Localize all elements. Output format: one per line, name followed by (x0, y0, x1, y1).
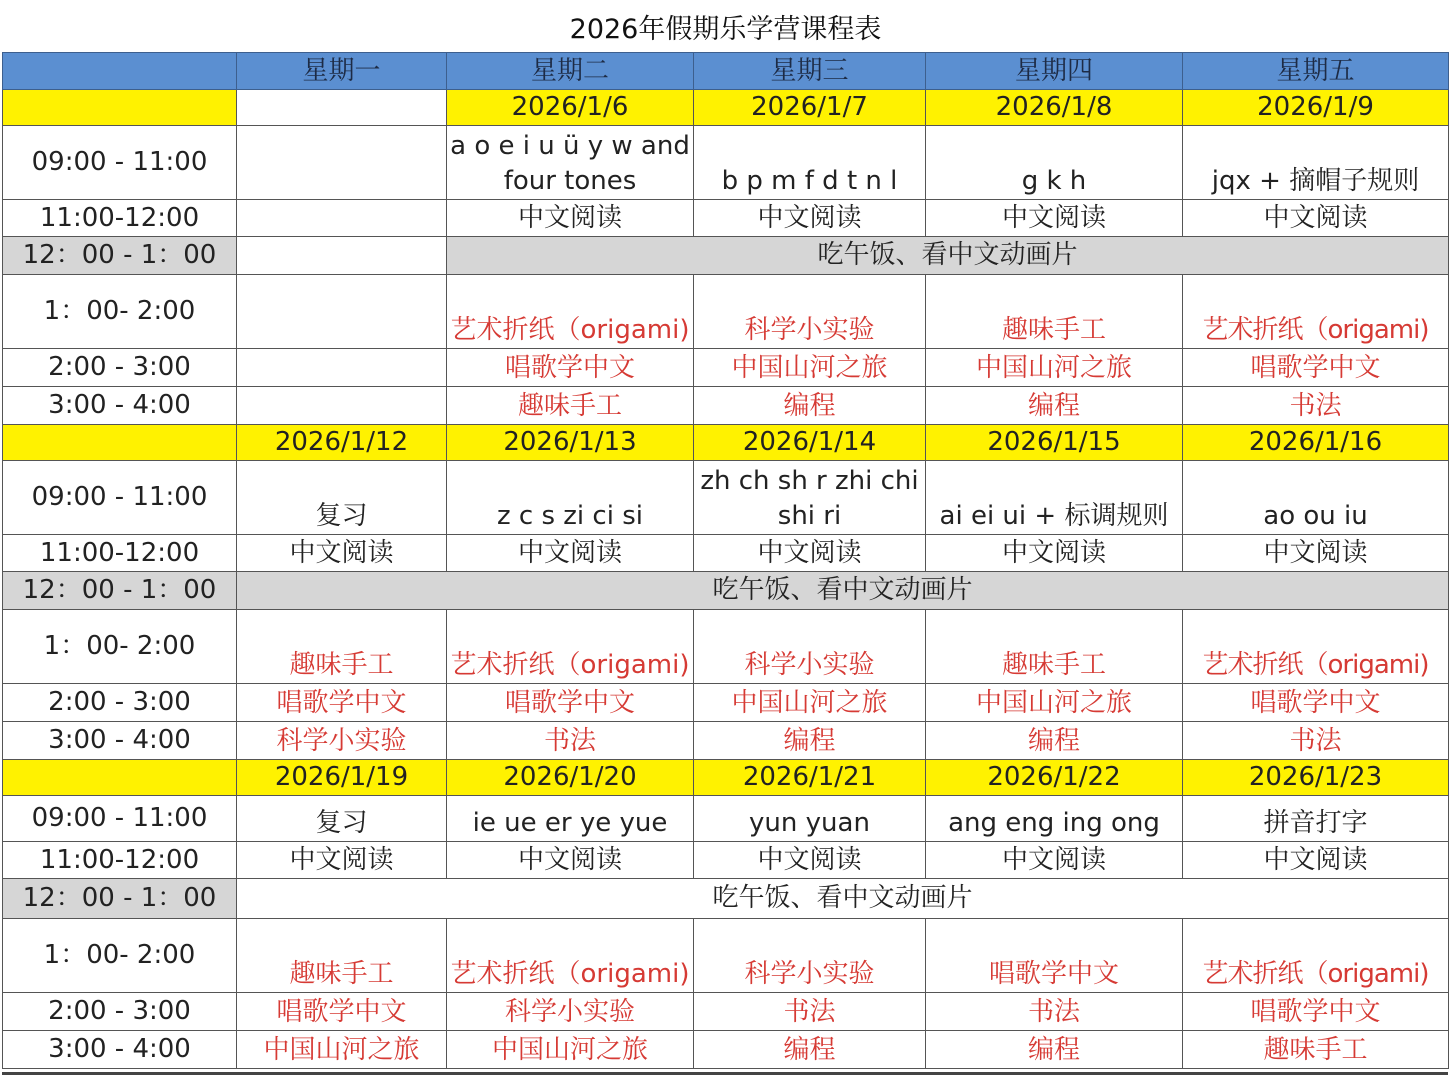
week3-reading-friday: 中文阅读 (1183, 842, 1449, 879)
week2-period3-tuesday: 书法 (447, 722, 694, 760)
week3-period1-row (3, 919, 1449, 993)
week3-reading-monday: 中文阅读 (237, 842, 447, 879)
week1-date-thursday: 2026/1/8 (926, 90, 1183, 126)
week2-period2-thursday: 中国山河之旅 (926, 684, 1183, 722)
week2-time-morning: 09:00 - 11:00 (3, 461, 237, 535)
week1-lunch-row (3, 237, 1449, 275)
week3-lunch-cell: 吃午饭、看中文动画片 (237, 879, 1449, 919)
week3-date-thursday: 2026/1/22 (926, 760, 1183, 796)
week3-morning-wednesday: yun yuan (694, 796, 926, 842)
week1-period3-monday (237, 387, 447, 425)
week1-period1-row (3, 275, 1449, 349)
week2-period3-friday: 书法 (1183, 722, 1449, 760)
week2-date-label-cell (3, 425, 237, 461)
week2-period3-row (3, 722, 1449, 760)
week2-period3-thursday: 编程 (926, 722, 1183, 760)
week3-date-label-cell (3, 760, 237, 796)
week2-period1-thursday: 趣味手工 (926, 610, 1183, 684)
week3-period2-friday: 唱歌学中文 (1183, 993, 1449, 1031)
week2-period1-tuesday: 艺术折纸（origami) (447, 610, 694, 684)
week3-period1-monday: 趣味手工 (237, 919, 447, 993)
week1-reading-monday (237, 200, 447, 237)
week2-date-friday: 2026/1/16 (1183, 425, 1449, 461)
week2-period1-friday: 艺术折纸（origami) (1183, 610, 1449, 684)
week3-time-period3: 3:00 - 4:00 (3, 1031, 237, 1069)
week1-date-label-cell (3, 90, 237, 126)
week1-period1-tuesday: 艺术折纸（origami) (447, 275, 694, 349)
week1-lunch-monday (237, 237, 447, 275)
week2-morning-thursday: ai ei ui + 标调规则 (926, 461, 1183, 535)
week2-date-row (3, 425, 1449, 461)
week1-time-morning: 09:00 - 11:00 (3, 126, 237, 200)
table-bottom-border (2, 1072, 1448, 1075)
week2-period1-monday: 趣味手工 (237, 610, 447, 684)
week1-morning-row (3, 126, 1449, 200)
week1-period2-friday: 唱歌学中文 (1183, 349, 1449, 387)
week2-period1-wednesday: 科学小实验 (694, 610, 926, 684)
schedule-table (2, 52, 1449, 1069)
week2-date-thursday: 2026/1/15 (926, 425, 1183, 461)
week2-reading-tuesday: 中文阅读 (447, 535, 694, 572)
week1-reading-tuesday: 中文阅读 (447, 200, 694, 237)
week2-time-period2: 2:00 - 3:00 (3, 684, 237, 722)
week2-time-period1: 1：00- 2:00 (3, 610, 237, 684)
week3-reading-wednesday: 中文阅读 (694, 842, 926, 879)
week2-time-period3: 3:00 - 4:00 (3, 722, 237, 760)
week2-lunch-row (3, 572, 1449, 610)
week1-reading-friday: 中文阅读 (1183, 200, 1449, 237)
week2-reading-thursday: 中文阅读 (926, 535, 1183, 572)
week3-morning-thursday: ang eng ing ong (926, 796, 1183, 842)
week2-period2-tuesday: 唱歌学中文 (447, 684, 694, 722)
week1-date-row (3, 90, 1449, 126)
week1-period1-thursday: 趣味手工 (926, 275, 1183, 349)
week2-morning-tuesday: z c s zi ci si (447, 461, 694, 535)
week1-period3-row (3, 387, 1449, 425)
week1-period1-wednesday: 科学小实验 (694, 275, 926, 349)
header-thursday: 星期四 (926, 53, 1183, 90)
week3-reading-row (3, 842, 1449, 879)
week1-period3-friday: 书法 (1183, 387, 1449, 425)
week1-period2-row (3, 349, 1449, 387)
week3-time-period1: 1：00- 2:00 (3, 919, 237, 993)
week2-lunch-cell: 吃午饭、看中文动画片 (237, 572, 1449, 610)
week1-date-wednesday: 2026/1/7 (694, 90, 926, 126)
week3-period2-tuesday: 科学小实验 (447, 993, 694, 1031)
week3-period2-thursday: 书法 (926, 993, 1183, 1031)
week3-reading-thursday: 中文阅读 (926, 842, 1183, 879)
week2-reading-friday: 中文阅读 (1183, 535, 1449, 572)
week2-morning-monday: 复习 (237, 461, 447, 535)
week2-period2-friday: 唱歌学中文 (1183, 684, 1449, 722)
week3-morning-friday: 拼音打字 (1183, 796, 1449, 842)
week1-time-lunch: 12：00 - 1：00 (3, 237, 237, 275)
week3-morning-tuesday: ie ue er ye yue (447, 796, 694, 842)
week3-time-period2: 2:00 - 3:00 (3, 993, 237, 1031)
week3-period1-thursday: 唱歌学中文 (926, 919, 1183, 993)
week1-period1-monday (237, 275, 447, 349)
week1-time-period2: 2:00 - 3:00 (3, 349, 237, 387)
week3-morning-row (3, 796, 1449, 842)
week3-period3-friday: 趣味手工 (1183, 1031, 1449, 1069)
week3-period1-tuesday: 艺术折纸（origami) (447, 919, 694, 993)
week2-period1-row (3, 610, 1449, 684)
week3-period2-row (3, 993, 1449, 1031)
week3-period2-monday: 唱歌学中文 (237, 993, 447, 1031)
week1-reading-thursday: 中文阅读 (926, 200, 1183, 237)
week2-period3-monday: 科学小实验 (237, 722, 447, 760)
week3-date-tuesday: 2026/1/20 (447, 760, 694, 796)
week3-period3-row (3, 1031, 1449, 1069)
week1-period2-thursday: 中国山河之旅 (926, 349, 1183, 387)
week1-morning-wednesday: b p m f d t n l (694, 126, 926, 200)
week2-morning-row (3, 461, 1449, 535)
header-friday: 星期五 (1183, 53, 1449, 90)
week1-period3-thursday: 编程 (926, 387, 1183, 425)
week2-period2-row (3, 684, 1449, 722)
week1-time-reading: 11:00-12:00 (3, 200, 237, 237)
week2-reading-row (3, 535, 1449, 572)
week3-date-monday: 2026/1/19 (237, 760, 447, 796)
page-title: 2026年假期乐学营课程表 (569, 14, 882, 45)
header-wednesday: 星期三 (694, 53, 926, 90)
week3-time-lunch: 12：00 - 1：00 (3, 879, 237, 919)
week2-time-reading: 11:00-12:00 (3, 535, 237, 572)
week1-date-friday: 2026/1/9 (1183, 90, 1449, 126)
week1-morning-friday: jqx + 摘帽子规则 (1183, 126, 1449, 200)
week1-date-monday (237, 90, 447, 126)
header-corner-cell (3, 53, 237, 90)
week3-time-reading: 11:00-12:00 (3, 842, 237, 879)
week1-reading-row (3, 200, 1449, 237)
week3-period3-wednesday: 编程 (694, 1031, 926, 1069)
week2-period3-wednesday: 编程 (694, 722, 926, 760)
week2-date-wednesday: 2026/1/14 (694, 425, 926, 461)
week3-period1-friday: 艺术折纸（origami) (1183, 919, 1449, 993)
week3-time-morning: 09:00 - 11:00 (3, 796, 237, 842)
week3-date-wednesday: 2026/1/21 (694, 760, 926, 796)
week3-morning-monday: 复习 (237, 796, 447, 842)
week1-period1-friday: 艺术折纸（origami) (1183, 275, 1449, 349)
week1-time-period3: 3:00 - 4:00 (3, 387, 237, 425)
week3-period3-monday: 中国山河之旅 (237, 1031, 447, 1069)
week1-time-period1: 1：00- 2:00 (3, 275, 237, 349)
week1-period2-tuesday: 唱歌学中文 (447, 349, 694, 387)
week2-date-tuesday: 2026/1/13 (447, 425, 694, 461)
week1-period2-monday (237, 349, 447, 387)
week1-morning-monday (237, 126, 447, 200)
week2-reading-monday: 中文阅读 (237, 535, 447, 572)
header-monday: 星期一 (237, 53, 447, 90)
week3-period3-thursday: 编程 (926, 1031, 1183, 1069)
week1-morning-thursday: g k h (926, 126, 1183, 200)
week3-period1-wednesday: 科学小实验 (694, 919, 926, 993)
week1-period3-wednesday: 编程 (694, 387, 926, 425)
week3-date-row (3, 760, 1449, 796)
week2-morning-friday: ao ou iu (1183, 461, 1449, 535)
week2-date-monday: 2026/1/12 (237, 425, 447, 461)
week1-date-tuesday: 2026/1/6 (447, 90, 694, 126)
header-tuesday: 星期二 (447, 53, 694, 90)
week3-period2-wednesday: 书法 (694, 993, 926, 1031)
day-header-row (3, 53, 1449, 90)
week1-morning-tuesday: a o e i u ü y w and four tones (447, 126, 694, 200)
week1-period2-wednesday: 中国山河之旅 (694, 349, 926, 387)
week3-period3-tuesday: 中国山河之旅 (447, 1031, 694, 1069)
week3-reading-tuesday: 中文阅读 (447, 842, 694, 879)
week1-lunch-cell: 吃午饭、看中文动画片 (447, 237, 1449, 275)
week1-period3-tuesday: 趣味手工 (447, 387, 694, 425)
week3-lunch-row (3, 879, 1449, 919)
week2-reading-wednesday: 中文阅读 (694, 535, 926, 572)
week3-date-friday: 2026/1/23 (1183, 760, 1449, 796)
week2-period2-wednesday: 中国山河之旅 (694, 684, 926, 722)
week1-reading-wednesday: 中文阅读 (694, 200, 926, 237)
week2-period2-monday: 唱歌学中文 (237, 684, 447, 722)
week2-time-lunch: 12：00 - 1：00 (3, 572, 237, 610)
week2-morning-wednesday: zh ch sh r zhi chi shi ri (694, 461, 926, 535)
